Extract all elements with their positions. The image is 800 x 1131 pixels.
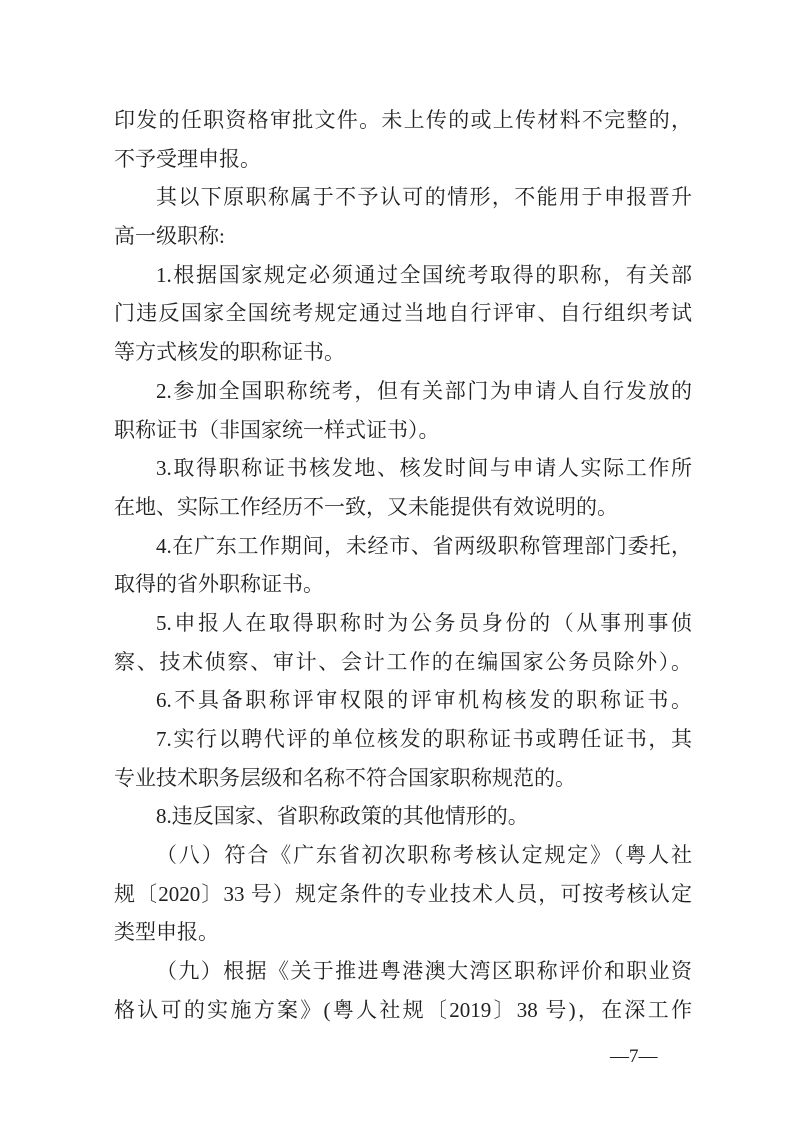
document-line: 不予受理申报。 xyxy=(114,146,261,171)
document-line: 1.根据国家规定必须通过全国统考取得的职称，有关部 xyxy=(156,262,692,287)
document-line: 职称证书（非国家统一样式证书）。 xyxy=(114,417,440,442)
page-number: —7— xyxy=(610,1046,658,1067)
document-line: 6.不具备职称评审权限的评审机构核发的职称证书。 xyxy=(156,688,692,713)
document-line: 4.在广东工作期间，未经市、省两级职称管理部门委托， xyxy=(156,533,692,558)
document-line: 在地、实际工作经历不一致，又未能提供有效说明的。 xyxy=(114,494,618,519)
document-line: 类型申报。 xyxy=(114,920,219,945)
document-line: 3.取得职称证书核发地、核发时间与申请人实际工作所 xyxy=(156,456,692,481)
document-line: 高一级职称: xyxy=(114,224,225,249)
document-line: 印发的任职资格审批文件。未上传的或上传材料不完整的， xyxy=(114,108,692,132)
document-line: （八）符合《广东省初次职称考核认定规定》（粤人社 xyxy=(156,843,692,868)
document-line: 5.申报人在取得职称时为公务员身份的（从事刑事侦 xyxy=(156,610,692,635)
document-line: 格认可的实施方案》(粤人社规〔2019〕38 号)，在深工作 xyxy=(114,997,692,1022)
document-line: 规〔2020〕33 号）规定条件的专业技术人员，可按考核认定 xyxy=(114,881,692,906)
document-line: 察、技术侦察、审计、会计工作的在编国家公务员除外）。 xyxy=(114,649,692,674)
document-line: 等方式核发的职称证书。 xyxy=(114,340,345,365)
document-line: 7.实行以聘代评的单位核发的职称证书或聘任证书，其 xyxy=(156,727,692,751)
document-line: 2.参加全国职称统考，但有关部门为申请人自行发放的 xyxy=(156,378,692,403)
document-line: （九）根据《关于推进粤港澳大湾区职称评价和职业资 xyxy=(156,959,692,984)
document-line: 其以下原职称属于不予认可的情形，不能用于申报晋升 xyxy=(156,185,692,210)
document-line: 门违反国家全国统考规定通过当地自行评审、自行组织考试 xyxy=(114,301,692,326)
document-line: 8.违反国家、省职称政策的其他情形的。 xyxy=(156,804,529,829)
document-body xyxy=(114,101,692,1030)
document-line: 取得的省外职称证书。 xyxy=(114,572,324,597)
document-line: 专业技术职务层级和名称不符合国家职称规范的。 xyxy=(114,765,576,790)
